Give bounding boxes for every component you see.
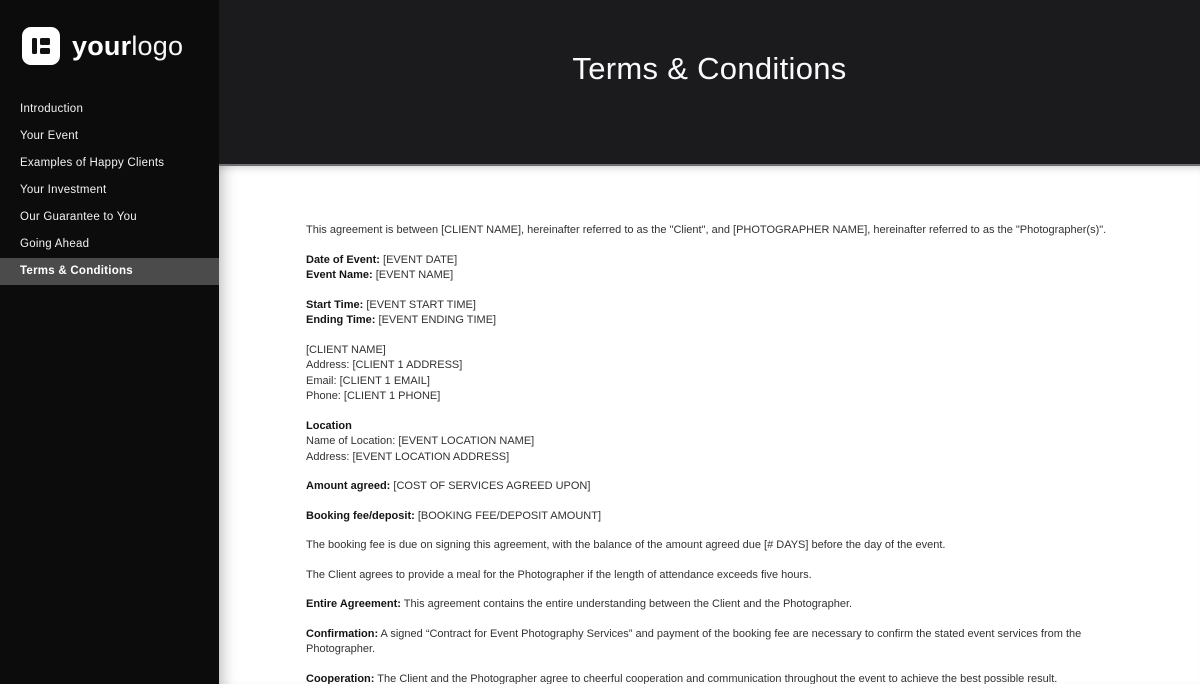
logo-glyph-bar xyxy=(40,38,50,45)
blocks-logo-icon xyxy=(22,27,60,65)
paragraph: Date of Event: [EVENT DATE] Event Name: [EVENT NAME] xyxy=(306,253,458,281)
sidebar-item-introduction[interactable]: Introduction xyxy=(20,103,84,115)
logo-text-light: logo xyxy=(131,30,184,61)
paragraph-label: Date of Event: xyxy=(306,253,380,266)
paragraph: The Client agrees to provide a meal for the Photographer if the length of attendance exceeds five hours. xyxy=(306,568,812,581)
paragraph: Booking fee/deposit: [BOOKING FEE/DEPOSIT AMOUNT] xyxy=(306,509,601,522)
sidebar-item-your-event[interactable]: Your Event xyxy=(20,130,79,142)
paragraph: [CLIENT NAME] Address: [CLIENT 1 ADDRESS] Email: [CLIENT 1 EMAIL] Phone: [CLIENT 1 PHONE] xyxy=(306,343,463,402)
logo-glyph xyxy=(32,38,50,54)
logo-glyph-bar xyxy=(40,48,50,55)
paragraph: Location Name of Location: [EVENT LOCATION NAME] Address: [EVENT LOCATION ADDRESS] xyxy=(306,419,535,463)
paragraph-label: Entire Agreement: xyxy=(306,598,401,610)
logo-text xyxy=(72,31,183,62)
paragraph: This agreement is between [CLIENT NAME], hereinafter referred to as the "Client", and [PHOTOGRAPHER NAME], hereinafter referred to as the "Photographer(s)". xyxy=(306,224,1107,236)
sidebar-item-going-ahead[interactable]: Going Ahead xyxy=(20,238,90,250)
sidebar-item-examples-of-happy-clients[interactable]: Examples of Happy Clients xyxy=(20,157,165,169)
paragraph: The booking fee is due on signing this agreement, with the balance of the amount agreed due [# DAYS] before the day of the event. xyxy=(306,539,946,551)
logo xyxy=(0,0,219,65)
sidebar-item-terms-and-conditions[interactable]: Terms & Conditions xyxy=(0,258,219,285)
paragraph: Confirmation: A signed “Contract for Event Photography Services” and payment of the booking fee are necessary to confirm the stated event services from the Photographer. xyxy=(306,627,1082,655)
paragraph-label: Start Time: xyxy=(306,298,364,311)
paragraph-label: Event Name: xyxy=(306,269,373,281)
paragraph: Start Time: [EVENT START TIME] Ending Time: [EVENT ENDING TIME] xyxy=(306,298,497,326)
logo-text-bold: your xyxy=(72,30,132,61)
paragraph-label: Confirmation: xyxy=(306,627,379,640)
paragraph-label: Location xyxy=(306,419,352,432)
sidebar xyxy=(0,0,219,684)
page-title: Terms & Conditions xyxy=(572,51,847,86)
paragraph: Cooperation: The Client and the Photographer agree to cheerful cooperation and communication throughout the event to achieve the best possible result. xyxy=(306,672,1058,684)
sidebar-item-our-guarantee-to-you[interactable]: Our Guarantee to You xyxy=(20,211,137,223)
paragraph-label: Cooperation: xyxy=(306,672,375,684)
paragraph: Amount agreed: [COST OF SERVICES AGREED UPON] xyxy=(306,480,591,492)
page-header xyxy=(219,0,1200,166)
paragraph-label: Amount agreed: xyxy=(306,480,391,492)
paragraph: Entire Agreement: This agreement contains the entire understanding between the Client and the Photographer. xyxy=(306,598,853,610)
sidebar-item-your-investment[interactable]: Your Investment xyxy=(20,184,107,196)
document-content xyxy=(219,166,1200,684)
paragraph-label: Ending Time: xyxy=(306,314,376,326)
logo-glyph-bar xyxy=(32,38,37,54)
paragraph-label: Booking fee/deposit: xyxy=(306,509,415,522)
main-area xyxy=(219,0,1200,684)
sidebar-nav xyxy=(0,96,219,285)
logo-glyph-bars xyxy=(40,38,50,54)
